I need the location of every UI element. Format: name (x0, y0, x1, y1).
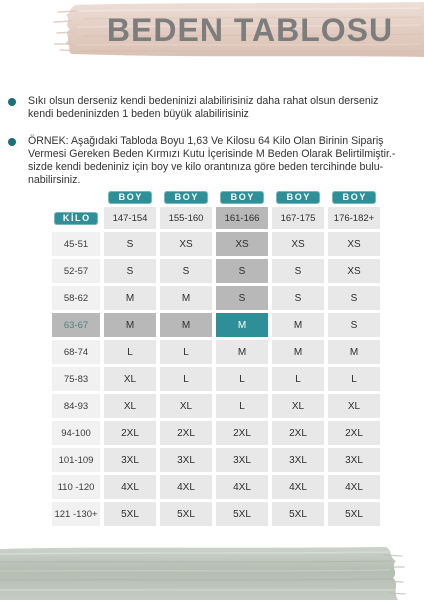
note-line: Vermesi Gereken Beden Kırmızı Kutu İçerisinde M Beden Olarak Belirtilmiştir.- (28, 148, 396, 160)
note-example (28, 135, 395, 187)
size-cell: M (160, 313, 212, 337)
size-cell: 2XL (216, 421, 268, 445)
size-cell: 2XL (104, 421, 156, 445)
size-cell: 4XL (104, 475, 156, 499)
boy-badge: BOY (108, 191, 152, 204)
size-cell: M (272, 313, 324, 337)
kilo-range-cell: 94-100 (52, 421, 100, 445)
size-cell: XS (160, 232, 212, 256)
size-cell: L (272, 367, 324, 391)
size-cell: S (216, 259, 268, 283)
boy-range-cell: 161-166 (216, 207, 268, 229)
note-fit-advice (28, 95, 378, 121)
size-cell: 2XL (272, 421, 324, 445)
size-cell: XL (104, 394, 156, 418)
size-cell: 5XL (328, 502, 380, 526)
size-cell: 5XL (104, 502, 156, 526)
size-cell: XL (104, 367, 156, 391)
size-cell: 2XL (328, 421, 380, 445)
note-line: nabilirsiniz. (28, 174, 81, 186)
kilo-range-cell: 68-74 (52, 340, 100, 364)
size-cell: S (328, 286, 380, 310)
kilo-range-cell: 121 -130+ (52, 502, 100, 526)
bullet-icon (8, 98, 16, 106)
size-cell: S (272, 286, 324, 310)
size-cell: M (328, 340, 380, 364)
boy-range-cell: 155-160 (160, 207, 212, 229)
size-cell: S (104, 259, 156, 283)
page-title: BEDEN TABLOSU (106, 12, 394, 48)
size-cell: M (104, 286, 156, 310)
kilo-range-cell: 45-51 (52, 232, 100, 256)
size-cell: XS (328, 259, 380, 283)
kilo-range-cell: 58-62 (52, 286, 100, 310)
note-line: kendi bedeninizden 1 beden büyük alabilirisiniz (28, 108, 249, 120)
boy-badge: BOY (220, 191, 264, 204)
size-cell: XL (160, 394, 212, 418)
size-cell: S (216, 286, 268, 310)
size-chart-table (52, 190, 380, 526)
boy-badge: BOY (164, 191, 208, 204)
size-cell: 2XL (160, 421, 212, 445)
size-cell: L (216, 394, 268, 418)
boy-badge-cell (160, 190, 212, 204)
size-cell: M (104, 313, 156, 337)
size-cell: 3XL (328, 448, 380, 472)
kilo-range-cell: 84-93 (52, 394, 100, 418)
boy-badge: BOY (332, 191, 376, 204)
bullet-icon (8, 138, 16, 146)
size-cell: 3XL (272, 448, 324, 472)
boy-range-cell: 176-182+ (328, 207, 380, 229)
size-cell: 3XL (104, 448, 156, 472)
size-cell: L (160, 340, 212, 364)
size-cell: L (328, 367, 380, 391)
size-cell: 4XL (272, 475, 324, 499)
kilo-range-cell: 110 -120 (52, 475, 100, 499)
kilo-range-cell: 52-57 (52, 259, 100, 283)
size-cell: M (272, 340, 324, 364)
boy-badge-cell (216, 190, 268, 204)
size-cell: XS (272, 232, 324, 256)
size-cell: M (160, 286, 212, 310)
boy-range-cell: 167-175 (272, 207, 324, 229)
boy-range-cell: 147-154 (104, 207, 156, 229)
boy-badge-cell (328, 190, 380, 204)
size-cell: XL (272, 394, 324, 418)
size-cell: XS (328, 232, 380, 256)
kilo-badge-cell (52, 207, 100, 229)
size-cell: L (104, 340, 156, 364)
size-cell: S (328, 313, 380, 337)
size-cell: 4XL (328, 475, 380, 499)
recommended-size-cell: M (216, 313, 268, 337)
size-cell: 3XL (216, 448, 268, 472)
size-cell: 5XL (272, 502, 324, 526)
size-cell: M (216, 340, 268, 364)
size-cell: S (160, 259, 212, 283)
size-cell: XS (216, 232, 268, 256)
boy-badge: BOY (276, 191, 320, 204)
note-line: sizde kendi bedeniniz için boy ve kilo orantınıza göre beden tercihinde bulu- (28, 161, 384, 173)
size-cell: L (216, 367, 268, 391)
kilo-range-cell: 101-109 (52, 448, 100, 472)
size-cell: S (104, 232, 156, 256)
size-cell: 3XL (160, 448, 212, 472)
size-cell: XL (328, 394, 380, 418)
size-cell: 4XL (216, 475, 268, 499)
kilo-badge: KİLO (54, 212, 98, 225)
size-cell: 4XL (160, 475, 212, 499)
note-line: Sıkı olsun derseniz kendi bedeninizi alabilirisiniz daha rahat olsun derseniz (28, 95, 379, 107)
kilo-range-cell: 63-67 (52, 313, 100, 337)
footer-brush-stroke (0, 540, 424, 600)
note-line: ÖRNEK: Aşağıdaki Tabloda Boyu 1,63 Ve Kilosu 64 Kilo Olan Birinin Sipariş (28, 135, 384, 147)
kilo-range-cell: 75-83 (52, 367, 100, 391)
boy-badge-cell (272, 190, 324, 204)
table-corner (52, 190, 100, 204)
size-cell: 5XL (160, 502, 212, 526)
boy-badge-cell (104, 190, 156, 204)
size-cell: 5XL (216, 502, 268, 526)
size-cell: L (160, 367, 212, 391)
size-cell: S (272, 259, 324, 283)
